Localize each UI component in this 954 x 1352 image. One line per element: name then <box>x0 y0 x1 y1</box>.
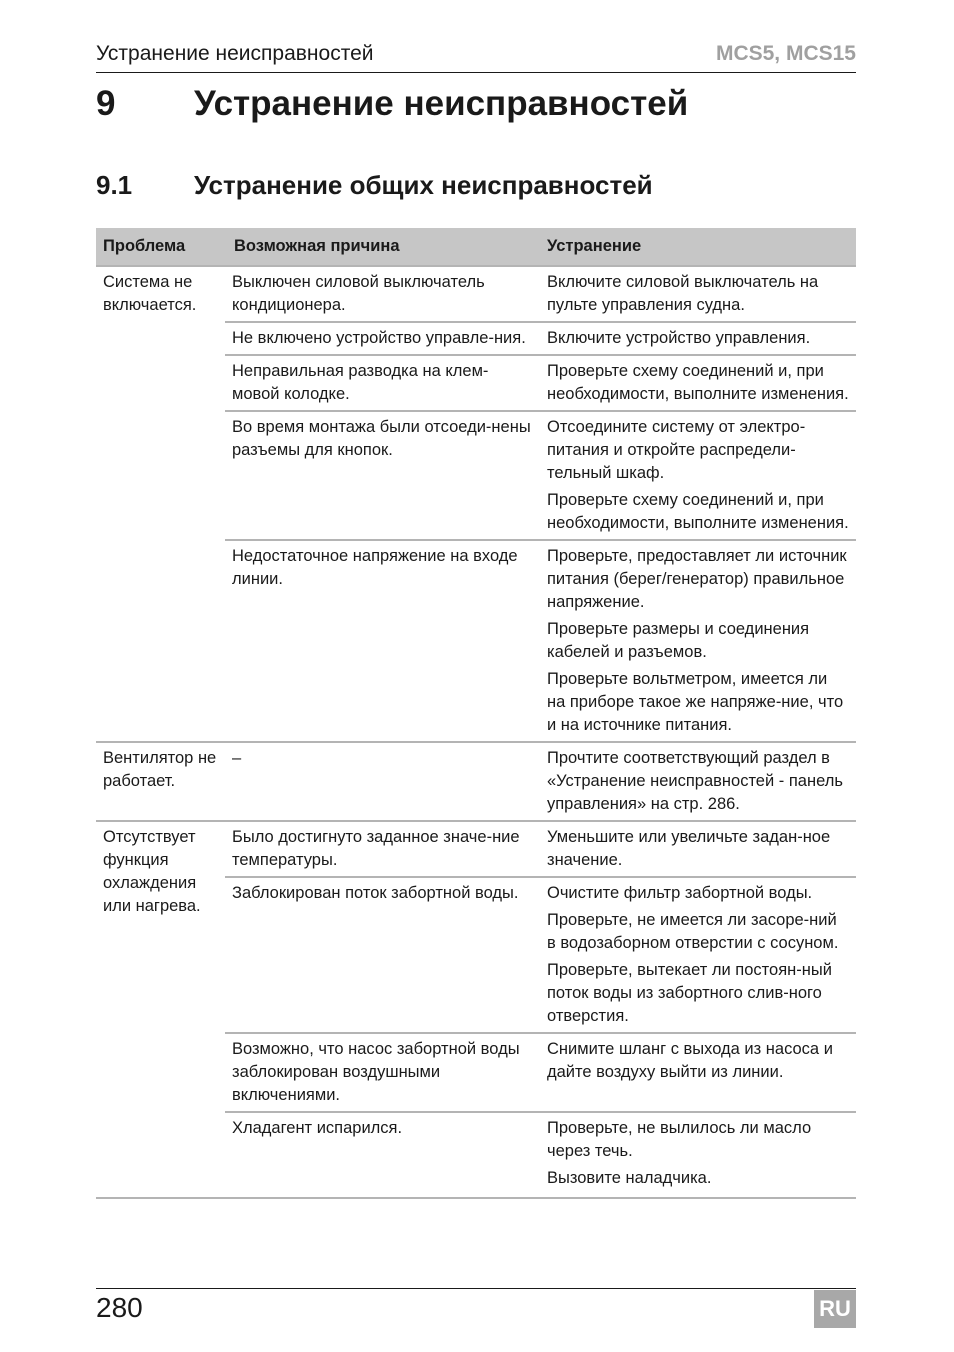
remedy-text: Проверьте, не вылилось ли масло через течь. <box>547 1119 812 1160</box>
header-model: MCS5, MCS15 <box>715 42 856 65</box>
table-row <box>96 266 856 322</box>
language-badge: RU <box>814 1290 856 1328</box>
remedy-text: Проверьте, предоставляет ли источник питания (берег/генератор) правильное напряжение. <box>547 547 847 611</box>
remedy-cell <box>540 322 856 355</box>
remedy-text: Проверьте, вытекает ли постоян-ный поток воды из забортного слив-ного отверстия. <box>547 961 832 1025</box>
remedy-text: Уменьшите или увеличьте задан-ное значение. <box>547 828 831 869</box>
footer-rule <box>96 1288 856 1289</box>
remedy-text: Проверьте размеры и соединения кабелей и разъемов. <box>547 620 810 661</box>
remedy-text: Прочтите соответствующий раздел в «Устранение неисправностей - панель управления» на стр. 286. <box>547 749 843 813</box>
remedy-cell <box>540 1033 856 1112</box>
cause-cell: Не включено устройство управле-ния. <box>225 322 540 355</box>
cause-cell: – <box>225 742 540 821</box>
remedy-cell <box>540 540 856 742</box>
cause-cell: Возможно, что насос забортной воды заблокирован воздушными включениями. <box>225 1033 540 1112</box>
section-title: Устранение общих неисправностей <box>194 170 653 200</box>
table-header-row <box>96 228 856 266</box>
troubleshooting-table <box>96 228 856 1194</box>
remedy-cell <box>540 266 856 322</box>
remedy-text: Проверьте, не имеется ли засоре-ний в водозаборном отверстии с сосуном. <box>547 911 839 952</box>
remedy-text: Снимите шланг с выхода из насоса и дайте воздуху выйти из линии. <box>547 1040 833 1081</box>
remedy-text: Проверьте схему соединений и, при необходимости, выполните изменения. <box>547 491 849 532</box>
remedy-cell <box>540 742 856 821</box>
table-bottom-rule <box>96 1197 856 1199</box>
remedy-text: Включите устройство управления. <box>547 329 811 347</box>
cause-cell: Недостаточное напряжение на входе линии. <box>225 540 540 742</box>
problem-cell: Вентилятор не работает. <box>96 742 225 821</box>
remedy-cell <box>540 355 856 411</box>
problem-cell: Отсутствует функция охлаждения или нагрева. <box>96 821 225 1194</box>
column-header-problem: Проблема <box>96 228 225 266</box>
cause-cell: Заблокирован поток забортной воды. <box>225 877 540 1033</box>
column-header-cause: Возможная причина <box>225 228 540 266</box>
cause-cell: Хладагент испарился. <box>225 1112 540 1194</box>
remedy-cell <box>540 1112 856 1194</box>
chapter-number: 9 <box>96 84 116 123</box>
table-row <box>96 821 856 877</box>
running-header <box>96 40 856 73</box>
problem-cell: Система не включается. <box>96 266 225 742</box>
remedy-text: Вызовите наладчика. <box>547 1169 712 1187</box>
remedy-text: Отсоедините систему от электро-питания и откройте распредели-тельный шкаф. <box>547 418 806 482</box>
cause-cell: Во время монтажа были отсоеди-нены разъемы для кнопок. <box>225 411 540 540</box>
remedy-cell <box>540 877 856 1033</box>
remedy-text: Очистите фильтр забортной воды. <box>547 884 813 902</box>
column-header-remedy: Устранение <box>540 228 856 266</box>
chapter-title: Устранение неисправностей <box>194 84 689 123</box>
remedy-cell <box>540 411 856 540</box>
header-title: Устранение неисправностей <box>96 42 374 65</box>
page-number: 280 <box>96 1292 143 1323</box>
cause-cell: Неправильная разводка на клем-мовой колодке. <box>225 355 540 411</box>
section-number: 9.1 <box>96 170 133 200</box>
table-row <box>96 742 856 821</box>
table-body <box>96 266 856 1194</box>
remedy-text: Проверьте вольтметром, имеется ли на приборе такое же напряже-ние, что и на источнике питания. <box>547 670 844 734</box>
remedy-cell <box>540 821 856 877</box>
cause-cell: Было достигнуто заданное значе-ние температуры. <box>225 821 540 877</box>
remedy-text: Проверьте схему соединений и, при необходимости, выполните изменения. <box>547 362 849 403</box>
remedy-text: Включите силовой выключатель на пульте управления судна. <box>547 273 819 314</box>
cause-cell: Выключен силовой выключатель кондиционера. <box>225 266 540 322</box>
